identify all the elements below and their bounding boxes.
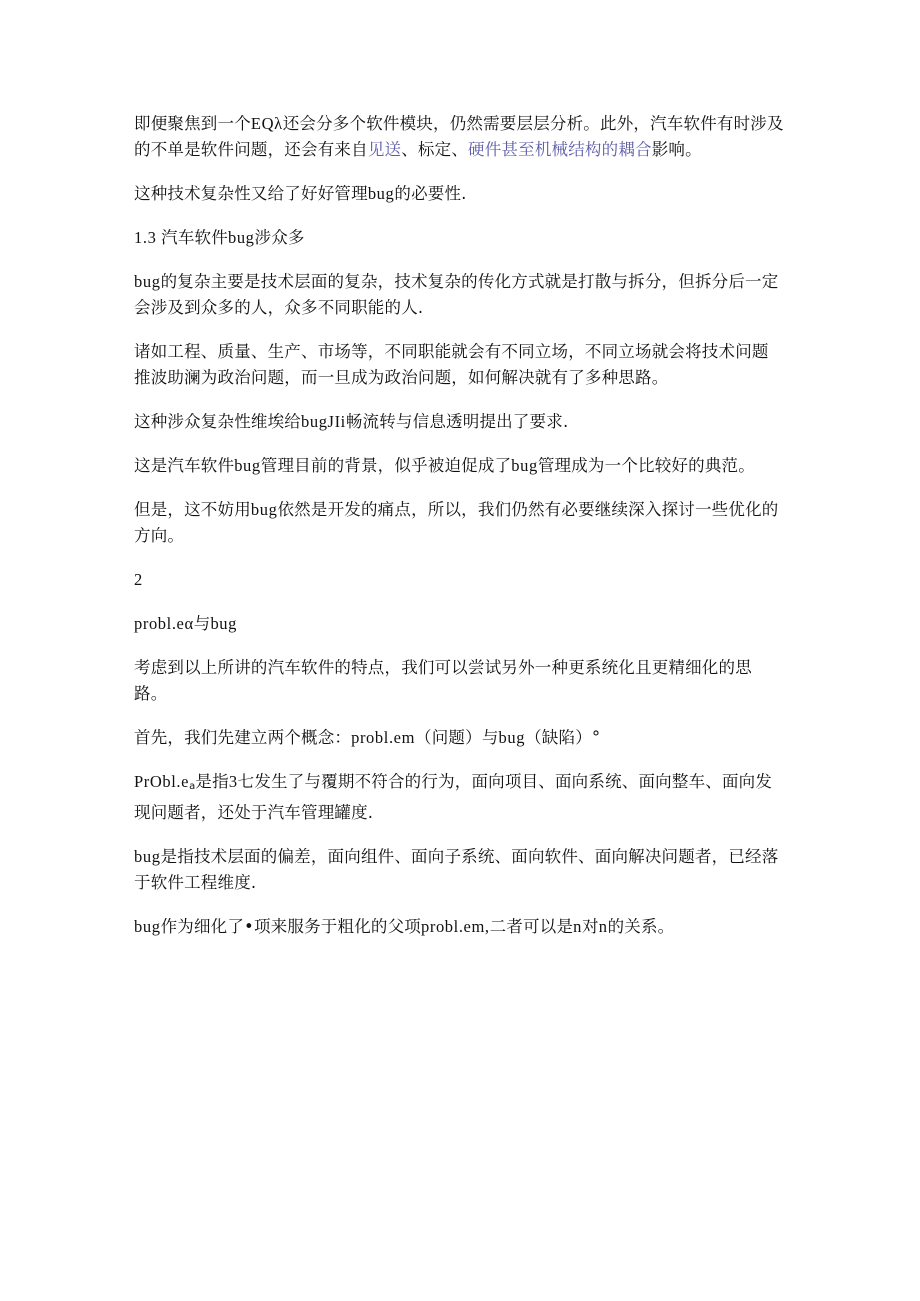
text-run: probl.em, [421, 917, 490, 936]
text-run: 畅流转与信息透明提出了要求. [345, 412, 569, 431]
paragraph [134, 567, 784, 593]
text-run: probl.em [351, 728, 416, 747]
text-run: bug [210, 614, 237, 633]
text-run: 这种涉众复杂性维埃给 [134, 412, 301, 431]
text-run: n [573, 917, 582, 936]
text-run: 七发生了与覆期不符合的行为，面向项目、面向系统、面向整车、面向发现问题者，还处于汽车管理罐度. [134, 772, 773, 822]
text-run: 影响。 [651, 140, 702, 159]
text-run: 2 [134, 570, 143, 589]
paragraph [134, 844, 784, 896]
paragraph [134, 225, 784, 251]
text-run: a [189, 781, 196, 792]
text-run: 诸如工程、质量、生产、市场等，不同职能就会有不同立场，不同立场就会将技术问题推波助澜为政治问题，而一旦成为政治问题，如何解决就有了多种思路。 [134, 342, 769, 387]
text-run: 1.3 [134, 228, 162, 247]
paragraph [134, 339, 784, 391]
text-run: bug [227, 228, 255, 247]
paragraph [134, 725, 784, 751]
paragraph [134, 409, 784, 435]
paragraph [134, 453, 784, 479]
text-run: n [598, 917, 608, 936]
text-run: 但是，这不妨用 [134, 500, 251, 519]
text-run: 考虑到以上所讲的汽车软件的特点，我们可以尝试另外一种更系统化且更精细化的思路。 [134, 658, 752, 703]
text-run: bug [134, 272, 161, 291]
text-run: 还会分多个软件模块，仍然需要层层分析。此外，汽车软件有时涉及的不单是软件问题，还会有来自 [134, 114, 784, 159]
text-run: bug [498, 728, 526, 747]
text-run: 对 [582, 917, 599, 936]
text-run: 管理成为一个比较好的典范。 [537, 456, 755, 475]
text-run: EQλ [250, 114, 283, 133]
paragraph [134, 111, 784, 163]
document-body [134, 111, 784, 958]
text-run: 是指 [195, 772, 229, 791]
paragraph [134, 181, 784, 207]
text-run: （缺陷）° [525, 728, 601, 747]
text-run: 的必要性. [394, 184, 467, 203]
text-run: 这种技术复杂性又给了好好管理 [134, 184, 368, 203]
paragraph [134, 269, 784, 321]
text-run: （问题）与 [415, 728, 499, 747]
text-run: bug [250, 500, 278, 519]
text-run: 汽车软件 [161, 228, 228, 247]
text-run: 这是汽车软件 [134, 456, 235, 475]
text-run: bugJIi [301, 412, 346, 431]
text-run: bug [134, 917, 161, 936]
paragraph [134, 914, 784, 940]
highlighted-text: 见送 [367, 140, 402, 159]
text-run: 、标定、 [401, 140, 469, 159]
text-run: 即便聚焦到一个 [134, 114, 251, 133]
text-run: bug [367, 184, 395, 203]
paragraph [134, 611, 784, 637]
text-run: 二者可以是 [489, 917, 574, 936]
text-run: 与 [193, 614, 211, 633]
text-run: 依然是开发的痛点，所以，我们仍然有必要继续深入探讨一些优化的方向。 [134, 500, 779, 545]
text-run: 首先，我们先建立两个概念： [134, 728, 352, 747]
text-run: PrObl.e [134, 772, 190, 791]
paragraph [134, 497, 784, 549]
text-run: 的关系。 [607, 917, 675, 936]
text-run: 是指技术层面的偏差，面向组件、面向子系统、面向软件、面向解决问题者，已经落于软件工程维度. [134, 847, 779, 892]
paragraph [134, 769, 784, 826]
text-run: bug [234, 456, 261, 475]
text-run: 3 [228, 772, 238, 791]
text-run: bug [511, 456, 538, 475]
text-run: probl.eα [134, 614, 194, 633]
text-run: 涉众多 [254, 228, 305, 247]
text-run: 管理目前的背景，似乎被迫促成了 [260, 456, 512, 475]
text-run: bug [134, 847, 161, 866]
highlighted-text: 硬件甚至机械结构的耦合 [468, 140, 652, 159]
text-run: 作为细化了•项来服务于粗化的父项 [160, 917, 421, 936]
paragraph [134, 655, 784, 707]
text-run: 的复杂主要是技术层面的复杂，技术复杂的传化方式就是打散与拆分，但拆分后一定会涉及到众多的人，众多不同职能的人. [134, 272, 779, 317]
